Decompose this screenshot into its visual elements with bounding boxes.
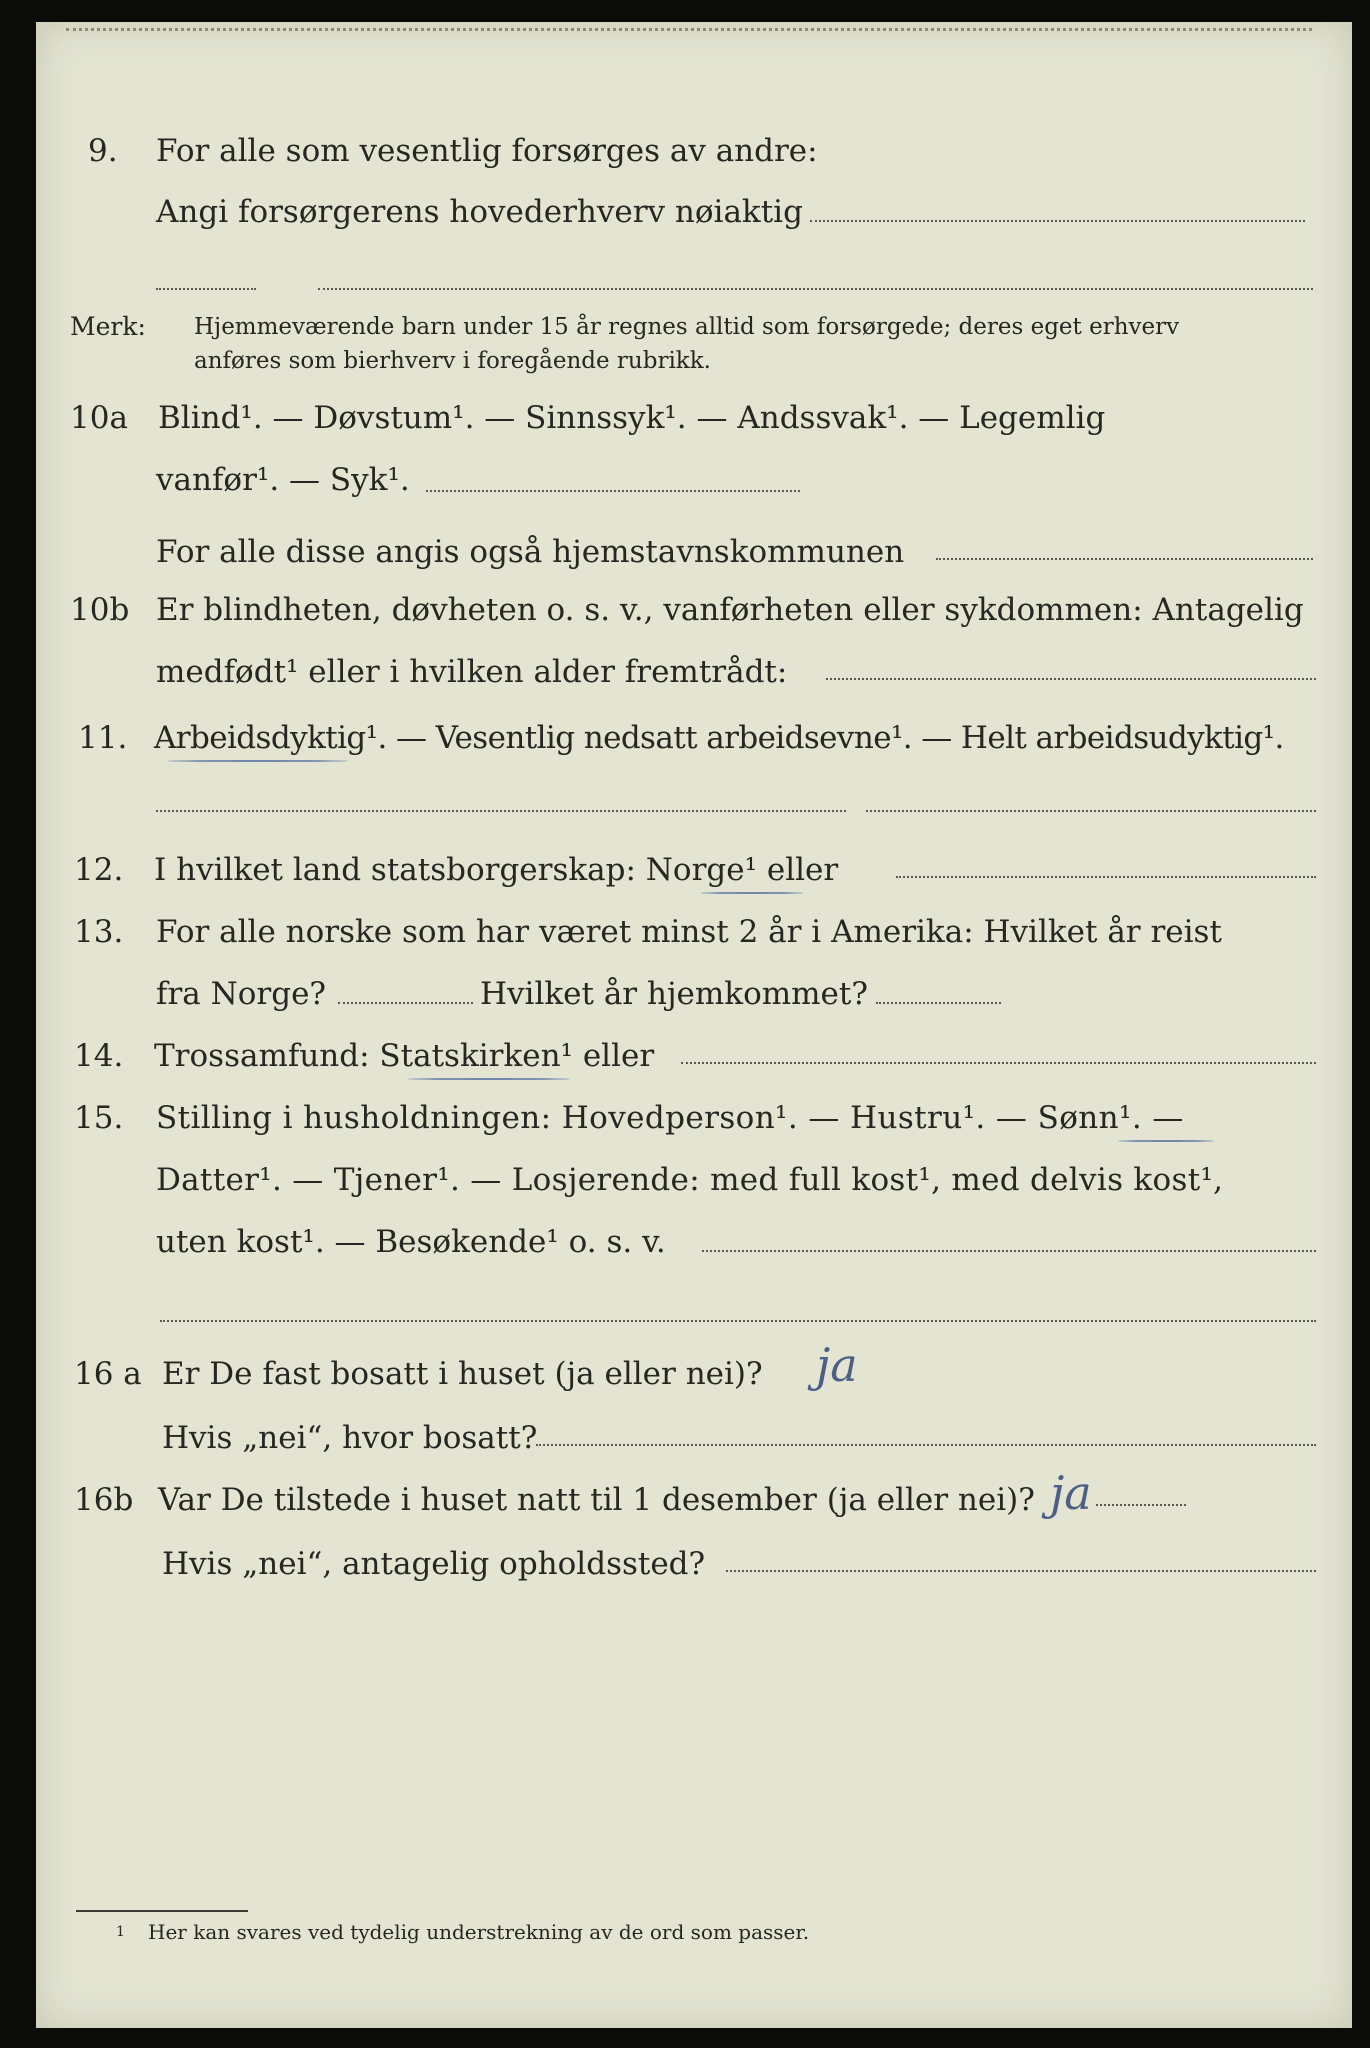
q14-answer-underline xyxy=(408,1078,570,1080)
merk-line1: Hjemmeværende barn under 15 år regnes alltid som forsørgede; deres eget erhverv xyxy=(194,314,1180,340)
q9-answer-line-2a xyxy=(156,288,256,290)
q12-answer-underline xyxy=(701,892,803,894)
q16b-opholdssted-answer-line xyxy=(726,1570,1316,1572)
q16a-line1: Er De fast bosatt i huset (ja eller nei)? xyxy=(162,1356,763,1392)
q12-answer-line xyxy=(896,876,1316,878)
q10a-syk-answer-line xyxy=(426,490,800,492)
q11-line1: Arbeidsdyktig¹. — Vesentlig nedsatt arbeidsevne¹. — Helt arbeidsudyktig¹. xyxy=(154,720,1284,756)
q16b-handwritten-answer: ja xyxy=(1050,1466,1092,1520)
footnote-text: Her kan svares ved tydelig understrekning av de ord som passer. xyxy=(148,1920,810,1944)
q10b-number: 10b xyxy=(70,592,130,628)
q10a-line2: vanfør¹. — Syk¹. xyxy=(156,462,410,498)
q15-line3: uten kost¹. — Besøkende¹ o. s. v. xyxy=(156,1224,666,1260)
q16a-answer-line xyxy=(536,1444,1316,1446)
q15-extra-line xyxy=(160,1320,1316,1322)
q14-line1: Trossamfund: Statskirken¹ eller xyxy=(154,1038,655,1074)
q15-answer-underline xyxy=(1118,1140,1214,1142)
q9-line2: Angi forsørgerens hovederhverv nøiaktig xyxy=(156,194,803,230)
q16b-number: 16b xyxy=(74,1482,134,1518)
q13-line2a: fra Norge? xyxy=(156,976,327,1012)
q15-line1: Stilling i husholdningen: Hovedperson¹. — Hustru¹. — Sønn¹. — xyxy=(156,1100,1184,1136)
footnote-mark: 1 xyxy=(116,1924,125,1940)
census-form-page xyxy=(36,22,1352,2028)
q10a-kommune-answer-line xyxy=(936,558,1313,560)
q13-line2b: Hvilket år hjemkommet? xyxy=(480,976,868,1012)
q13-number: 13. xyxy=(74,914,124,950)
q10b-answer-line xyxy=(826,678,1316,680)
q10b-line1: Er blindheten, døvheten o. s. v., vanførheten eller sykdommen: Antagelig xyxy=(156,592,1304,628)
q10a-line1: Blind¹. — Døvstum¹. — Sinnssyk¹. — Andssvak¹. — Legemlig xyxy=(158,400,1106,436)
q16b-line1: Var De tilstede i huset natt til 1 desember (ja eller nei)? xyxy=(158,1482,1035,1518)
q12-number: 12. xyxy=(74,852,124,888)
q13-line1: For alle norske som har været minst 2 år i Amerika: Hvilket år reist xyxy=(156,914,1222,950)
footnote-rule xyxy=(76,1910,248,1912)
merk-line2: anføres som bierhverv i foregående rubrikk. xyxy=(194,348,711,374)
q16a-number: 16 a xyxy=(74,1356,142,1392)
q10a-number: 10a xyxy=(70,400,128,436)
merk-label: Merk: xyxy=(70,312,146,341)
q15-answer-line xyxy=(702,1250,1316,1252)
q11-extra-line-a xyxy=(156,810,846,812)
q9-line1: For alle som vesentlig forsørges av andre: xyxy=(156,133,818,169)
q11-extra-line-b xyxy=(866,810,1316,812)
q16a-handwritten-answer: ja xyxy=(816,1338,858,1392)
q14-answer-line xyxy=(681,1062,1316,1064)
q10b-line2: medfødt¹ eller i hvilken alder fremtrådt: xyxy=(156,654,788,690)
q9-number: 9. xyxy=(88,133,118,169)
q13-hjemkommet-answer-line xyxy=(876,1002,1001,1004)
q9-answer-line xyxy=(810,220,1305,222)
q11-number: 11. xyxy=(78,720,128,756)
q10a-line3: For alle disse angis også hjemstavnskommunen xyxy=(156,534,905,570)
q13-reist-answer-line xyxy=(338,1002,473,1004)
q16b-answer-line xyxy=(1096,1504,1186,1506)
q14-number: 14. xyxy=(74,1038,124,1074)
q15-line2: Datter¹. — Tjener¹. — Losjerende: med full kost¹, med delvis kost¹, xyxy=(156,1162,1224,1198)
q15-number: 15. xyxy=(74,1100,124,1136)
q11-answer-underline xyxy=(168,760,348,762)
q12-line1: I hvilket land statsborgerskap: Norge¹ eller xyxy=(154,852,839,888)
top-edge-dots xyxy=(66,28,1312,37)
q16b-line2: Hvis „nei“, antagelig opholdssted? xyxy=(162,1546,706,1582)
q9-answer-line-2b xyxy=(318,288,1313,290)
q16a-line2: Hvis „nei“, hvor bosatt? xyxy=(162,1420,538,1456)
